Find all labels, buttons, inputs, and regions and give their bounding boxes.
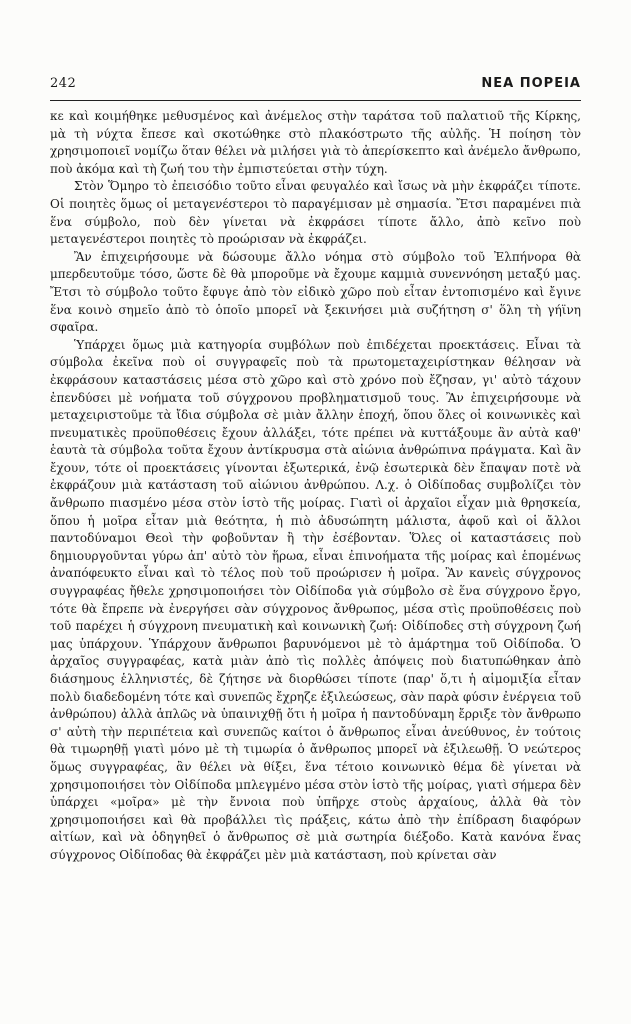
paragraph-symbols-extension: Ὑπάρχει ὅμως μιὰ κατηγορία συμβόλων ποὺ ἐπιδέχεται προεκτάσεις. Εἶναι τὰ σύμβολα ἐκεῖνα ποὺ οἱ συγγραφεῖς ποὺ τὰ πρωτομεταχειρίστηκαν θέλησαν νὰ ἐκφράσουν καταστάσεις μέσα στὸ χῶρο καὶ στὸ χρόνο ποὺ ἔζησαν, γι' αὐτὸ τάχουν ἐπενδύσει μὲ νοήματα τοῦ σύγχρονου προβληματισμοῦ τους. Ἂν ἐπιχειρήσουμε νὰ μεταχειριστοῦμε τὰ ἴδια σύμβολα σὲ μιὰν ἄλλην ἐποχή, ὅπου ὅλες οἱ κοινωνικὲς καὶ πνευματικὲς προϋποθέσεις ἔχουν ἀλλάξει, τότε πρέπει νὰ κυττάξουμε ἂν αὐτὰ καθ' ἑαυτὰ τὰ σύμβολα τοῦτα ἔχουν ἀντίκρυσμα στὰ αἰώνια ἀνθρώπινα πράγματα. Καὶ ἂν ἔχουν, τότε οἱ προεκτάσεις γίνονται ἐξωτερικά, ἐνῷ ἐσωτερικὰ δὲν ἔπαψαν ποτὲ νὰ ἐκφράζουν μιὰ κατάσταση τοῦ αἰώνιου ἀνθρώπου. Λ.χ. ὁ Οἰδίποδας συμβολίζει τὸν ἄνθρωπο πιασμένο μέσα στὸν ἱστὸ τῆς μοίρας. Γιατὶ οἱ ἀρχαῖοι εἶχαν μιὰ θρησκεία, ὅπου ἡ μοῖρα εἶταν μιὰ θεότητα, ἡ πιὸ ἀδυσώπητη μάλιστα, ἀφοῦ καὶ οἱ ἄλλοι παντοδύναμοι Θεοὶ τὴν φοβοῦνταν ἢ τὴν ἐσέβονταν. Ὅλες οἱ καταστάσεις ποὺ δημιουργοῦνται γύρω ἀπ' αὐτὸ τὸν ἥρωα, εἶναι ἐπινοήματα τῆς μοίρας καὶ ἑπομένως ἀναπόφευκτο εἶναι καὶ τὸ τέλος ποὺ τοῦ προώρισεν ἡ μοῖρα. Ἂν κανεὶς σύγχρονος συγγραφέας ἤθελε χρησιμοποιήσει τὸν Οἰδίποδα γιὰ σύμβολο σὲ ἕνα σύγχρονο ἔργο, τότε θὰ ἔπρεπε νὰ ἐνεργήσει σὰν σύγχρονος ἄνθρωπος, μέσα στὶς προϋποθέσεις ποὺ τοῦ παρέχει ἡ σύγχρονη πνευματικὴ καὶ κοινωνικὴ ζωή: Οἰδίποδες στὴ σύγχρονη ζωή μας ὑπάρχουν. Ὑπάρχουν ἄνθρωποι βαρυνόμενοι μὲ τὸ ἁμάρτημα τοῦ Οἰδίποδα. Ὁ ἀρχαῖος συγγραφέας, κατὰ μιὰν ἀπὸ τὶς πολλὲς ἀπόψεις ποὺ διατυπώθηκαν ἀπὸ διάσημους ἑλληνιστές, δὲ ζήτησε νὰ διορθώσει τίποτε (παρ' ὅ,τι ἡ αἱμομιξία εἶταν πολὺ διαδεδομένη τότε καὶ συνεπῶς ἔχρηζε ἐξιλεώσεως, σὰν παρὰ φύσιν ἐνέργεια τοῦ ἀνθρώπου) ἀλλὰ ἁπλῶς νὰ ὑπαινιχθῇ ὅτι ἡ μοῖρα ἡ παντοδύναμη ἔρριξε τὸν ἄνθρωπο σ' αὐτὴ τὴν περιπέτεια καὶ συνεπῶς καίτοι ὁ ἄνθρωπος εἶναι ἀνεύθυνος, ἐν τούτοις θὰ τιμωρηθῇ γιατὶ μόνο μὲ τὴ τιμωρία ὁ ἄνθρωπος μπορεῖ νὰ ἐξιλεωθῇ. Ὁ νεώτερος ὅμως συγγραφέας, ἂν θέλει νὰ θίξει, ἕνα τέτοιο κοινωνικὸ θέμα δὲ γίνεται νὰ χρησιμοποιήσει τὸν Οἰδίποδα μπλεγμένο μέσα στὸν ἱστὸ τῆς μοίρας, γιατὶ σήμερα δὲν ὑπάρχει «μοῖρα» μὲ τὴν ἔννοια ποὺ ὑπῆρχε στοὺς ἀρχαίους, ἀλλὰ θὰ τὸν χρησιμοποιήσει καὶ θὰ προβάλλει τὶς πράξεις, κάτω ἀπὸ τὴν ἐπίδραση διαφόρων αἰτίων, καὶ νὰ ὁδηγηθεῖ ὁ ἄνθρωπος σὲ μιὰ σωτηρία διέξοδο. Κατὰ κανόνα ἕνας σύγχρονος Οἰδίποδας θὰ ἐκφράζει μὲν μιὰ κατάσταση, ποὺ κρίνεται σὰν — [50, 337, 581, 862]
paragraph-elpenor: Ἂν ἐπιχειρήσουμε νὰ δώσουμε ἄλλο νόημα στὸ σύμβολο τοῦ Ἐλπήνορα θὰ μπερδευτοῦμε τόσο, ὥστε δὲ θὰ μποροῦμε νὰ ἔχουμε καμμιὰ συνεννόηση μεταξύ μας. Ἔτσι τὸ σύμβολο τοῦτο ἔφυγε ἀπὸ τὸν εἰδικὸ χῶρο ποὺ εἶταν ἐντοπισμένο καὶ ἔγινε ἕνα κοινὸ σημεῖο ἀπὸ τὸ ὁποῖο μπορεῖ νὰ ξεκινήσει μιὰ συζήτηση σ' ὅλη τὴ γήϊνη σφαῖρα. — [50, 249, 581, 335]
paragraph-homer: Στὸν Ὅμηρο τὸ ἐπεισόδιο τοῦτο εἶναι φευγαλέο καὶ ἴσως νὰ μὴν ἐκφράζει τίποτε. Οἱ ποιητὲς ὅμως οἱ μεταγενέστεροι τὸ παραγέμισαν μὲ σημασία. Ἔτσι παραμένει πιὰ ἕνα σύμβολο, ποὺ δὲν γίνεται νὰ ἐκφράσει τίποτε ἄλλο, ἀπὸ κεῖνο ποὺ μεταγενέστεροι ποιητὲς τὸ προώρισαν νὰ ἐκφράζει. — [50, 179, 581, 247]
running-title: ΝΕΑ ΠΟΡΕΙΑ — [481, 76, 581, 91]
page-number: 242 — [50, 76, 77, 91]
page-header — [50, 76, 581, 101]
body-text — [50, 108, 581, 865]
paragraph-continuation: κε καὶ κοιμήθηκε μεθυσμένος καὶ ἀνέμελος στὴν ταράτσα τοῦ παλατιοῦ τῆς Κίρκης, μὰ τὴ νύχτα ἔπεσε καὶ σκοτώθηκε στὸ πλακόστρωτο τῆς αὐλῆς. Ἡ ποίηση τὸν χρησιμοποιεῖ νομίζω ὅταν θέλει νὰ μιλήσει γιὰ τὸ ἀπερίσκεπτο καὶ ἀνέμελο ἄνθρωπο, ποὺ ἀκόμα καὶ τὴ ζωή του τὴν ἐμπιστεύεται στὴν τύχη. — [50, 109, 581, 176]
